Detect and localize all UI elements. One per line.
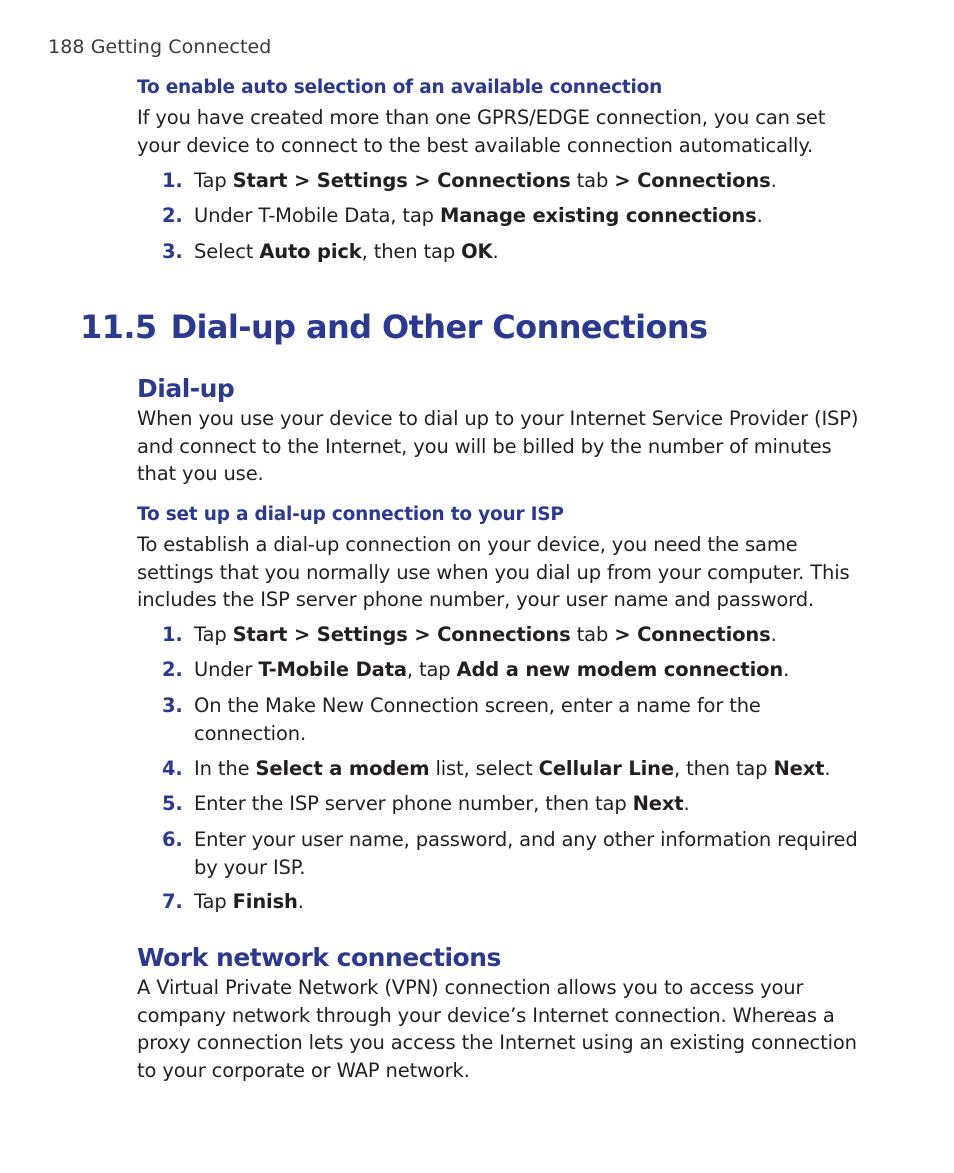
- bold-term: Cellular Line: [538, 757, 674, 780]
- step-text: Enter the ISP server phone number, then tap Next.: [194, 792, 690, 815]
- bold-term: > Connections: [614, 169, 771, 192]
- step-text: Tap Start > Settings > Connections tab > Connections.: [194, 169, 777, 192]
- bold-term: Start > Settings > Connections: [232, 169, 571, 192]
- step-text: In the Select a modem list, select Cellular Line, then tap Next.: [194, 757, 831, 780]
- bold-term: Manage existing connections: [439, 204, 757, 227]
- bold-term: Start > Settings > Connections: [232, 623, 571, 646]
- dialup-intro: When you use your device to dial up to your Internet Service Provider (ISP) and connect to the Internet, you will be billed by the number of minutes that you use.: [137, 407, 859, 485]
- step-number: 3.: [162, 694, 183, 717]
- bold-term: > Connections: [614, 623, 771, 646]
- step-number: 4.: [162, 757, 183, 780]
- work-network-heading: Work network connections: [137, 943, 501, 972]
- bold-term: Next: [632, 792, 684, 815]
- step-text: Under T-Mobile Data, tap Add a new modem connection.: [194, 658, 790, 681]
- step-text: On the Make New Connection screen, enter a name for the connection.: [194, 694, 761, 745]
- bold-term: Next: [773, 757, 825, 780]
- step-text: Select Auto pick, then tap OK.: [194, 240, 499, 263]
- step-text: Tap Start > Settings > Connections tab > Connections.: [194, 623, 777, 646]
- step-number: 2.: [162, 204, 183, 227]
- step-number: 3.: [162, 240, 183, 263]
- step-number: 1.: [162, 623, 183, 646]
- bold-term: T-Mobile Data: [258, 658, 407, 681]
- auto-select-heading: To enable auto selection of an available connection: [137, 77, 663, 98]
- bold-term: OK: [461, 240, 493, 263]
- section-title: Dial-up and Other Connections: [170, 308, 708, 346]
- auto-select-intro: If you have created more than one GPRS/EDGE connection, you can set your device to connect to the best available connection automatically.: [137, 106, 826, 157]
- step-number: 1.: [162, 169, 183, 192]
- step-text: Tap Finish.: [194, 890, 304, 913]
- work-network-intro: A Virtual Private Network (VPN) connection allows you to access your company network through your device’s Internet connection. Whereas a proxy connection lets you access the Internet using an existing connection to your corporate or WAP network.: [137, 976, 857, 1082]
- bold-term: Auto pick: [259, 240, 362, 263]
- chapter-title: Getting Connected: [90, 36, 272, 58]
- step-number: 7.: [162, 890, 183, 913]
- bold-term: Add a new modem connection: [456, 658, 784, 681]
- bold-term: Finish: [232, 890, 298, 913]
- page-number: 188: [48, 36, 85, 58]
- dialup-heading: Dial-up: [137, 374, 235, 403]
- step-text: Under T-Mobile Data, tap Manage existing connections.: [194, 204, 763, 227]
- bold-term: Select a modem: [255, 757, 430, 780]
- page-header: [48, 36, 271, 58]
- section-number: 11.5: [80, 308, 157, 346]
- dialup-setup-heading: To set up a dial-up connection to your ISP: [137, 504, 564, 525]
- dialup-setup-intro: To establish a dial-up connection on your device, you need the same settings that you normally use when you dial up from your computer. This includes the ISP server phone number, your user name and password.: [137, 533, 850, 611]
- step-number: 5.: [162, 792, 183, 815]
- step-number: 2.: [162, 658, 183, 681]
- step-number: 6.: [162, 828, 183, 851]
- step-text: Enter your user name, password, and any other information required by your ISP.: [194, 828, 858, 879]
- section-heading: [80, 308, 707, 346]
